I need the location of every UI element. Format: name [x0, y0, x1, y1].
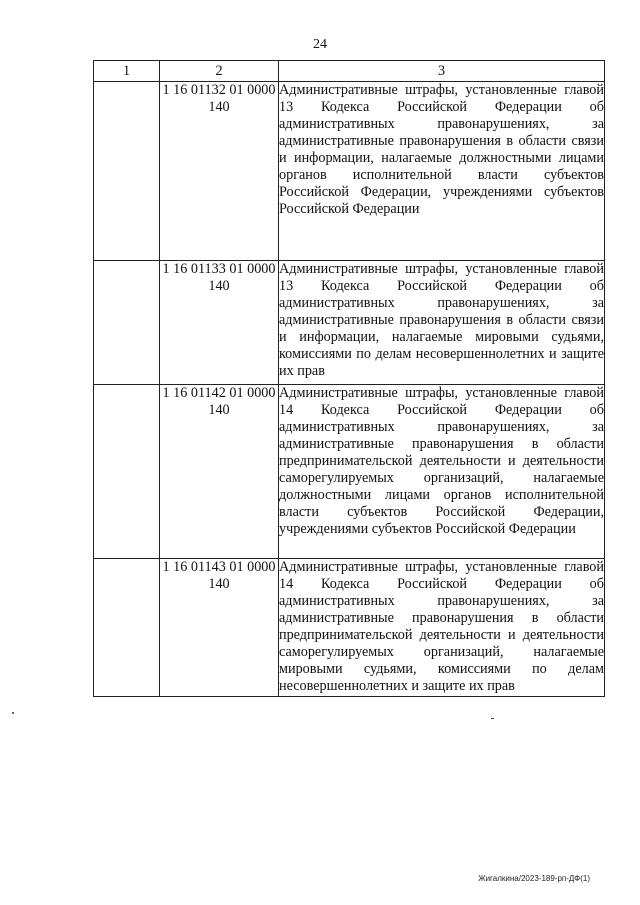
column-header-2: 2	[160, 61, 279, 82]
scan-speck	[491, 718, 494, 719]
table-row	[94, 559, 605, 697]
budget-code-table	[93, 60, 605, 697]
description-cell: Административные штрафы, установленные главой 14 Кодекса Российской Федерации об административных правонарушениях, за административные правонарушения в области предпринимательской деятельности и деятельности саморегулируемых организаций, налагаемые должностными лицами органов исполнительной власти субъектов Российской Федерации, учреждениями субъектов Российской Федерации	[279, 385, 605, 559]
row-number-cell	[94, 82, 160, 261]
row-number-cell	[94, 261, 160, 385]
page-number: 24	[313, 37, 327, 52]
row-number-cell	[94, 385, 160, 559]
description-cell: Административные штрафы, установленные главой 13 Кодекса Российской Федерации об административных правонарушениях, за административные правонарушения в области связи и информации, налагаемые должностными лицами органов исполнительной власти субъектов Российской Федерации, учреждениями субъектов Российской Федерации	[279, 82, 605, 261]
column-header-1: 1	[94, 61, 160, 82]
budget-code-cell: 1 16 01142 01 0000 140	[160, 385, 279, 559]
budget-code-cell: 1 16 01132 01 0000 140	[160, 82, 279, 261]
description-cell: Административные штрафы, установленные главой 14 Кодекса Российской Федерации об административных правонарушениях, за административные правонарушения в области предпринимательской деятельности и деятельности саморегулируемых организаций, налагаемые мировыми судьями, комиссиями по делам несовершеннолетних и защите их прав	[279, 559, 605, 697]
table-row	[94, 261, 605, 385]
budget-code-cell: 1 16 01133 01 0000 140	[160, 261, 279, 385]
table-header-row	[94, 61, 605, 82]
table-row	[94, 385, 605, 559]
document-footer-reference: Жигалкина/2023-189-рп-ДФ(1)	[478, 874, 590, 883]
table-row	[94, 82, 605, 261]
budget-code-cell: 1 16 01143 01 0000 140	[160, 559, 279, 697]
scan-speck	[12, 712, 14, 714]
description-cell: Административные штрафы, установленные главой 13 Кодекса Российской Федерации об административных правонарушениях, за административные правонарушения в области связи и информации, налагаемые мировыми судьями, комиссиями по делам несовершеннолетних и защите их прав	[279, 261, 605, 385]
row-number-cell	[94, 559, 160, 697]
column-header-3: 3	[279, 61, 605, 82]
